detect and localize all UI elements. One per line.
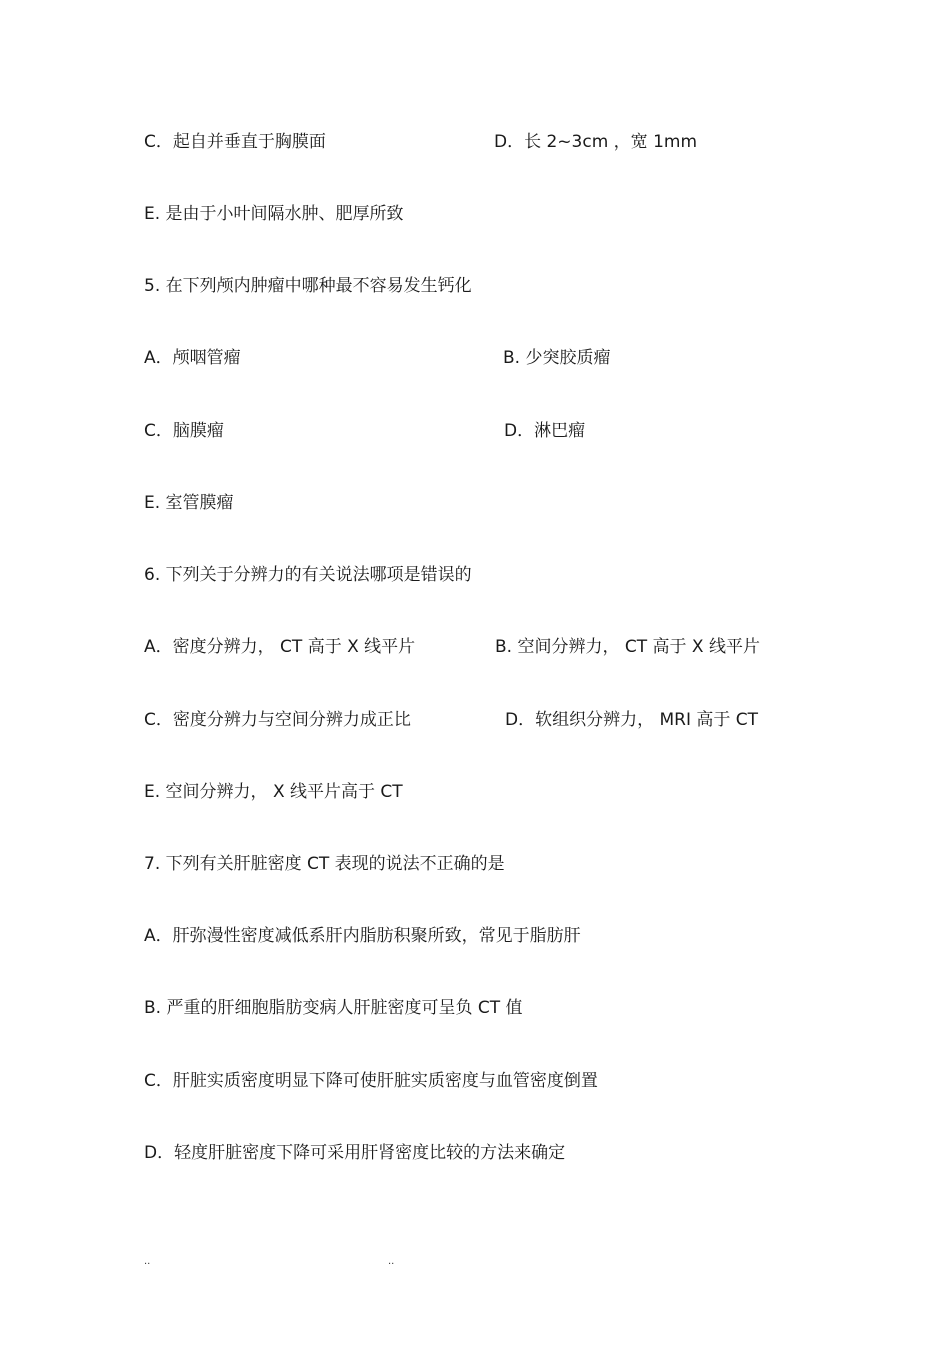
q6-option-b: B. 空间分辨力， CT 高于 X 线平片 <box>495 637 760 657</box>
q7-question: 7. 下列有关肝脏密度 CT 表现的说法不正确的是 <box>144 854 505 874</box>
q5-option-c: C．脑膜瘤 <box>144 421 224 441</box>
q6-question: 6. 下列关于分辨力的有关说法哪项是错误的 <box>144 565 472 585</box>
footer-mark-right: .. <box>388 1256 395 1267</box>
q6-option-e: E. 空间分辨力， X 线平片高于 CT <box>144 782 403 802</box>
q6-option-a: A．密度分辨力， CT 高于 X 线平片 <box>144 637 416 657</box>
q5-option-b: B. 少突胶质瘤 <box>503 348 611 368</box>
q5-question: 5. 在下列颅内肿瘤中哪种最不容易发生钙化 <box>144 276 472 296</box>
q7-option-c: C．肝脏实质密度明显下降可使肝脏实质密度与血管密度倒置 <box>144 1071 598 1091</box>
q5-option-d: D．淋巴瘤 <box>504 421 586 441</box>
q7-option-b: B. 严重的肝细胞脂肪变病人肝脏密度可呈负 CT 值 <box>144 998 523 1018</box>
footer-mark-left: .. <box>144 1256 151 1267</box>
q5-option-e: E. 室管膜瘤 <box>144 493 234 513</box>
q5-option-a: A．颅咽管瘤 <box>144 348 241 368</box>
q7-option-a: A．肝弥漫性密度减低系肝内脂肪积聚所致，常见于脂肪肝 <box>144 926 581 946</box>
q4-option-e: E. 是由于小叶间隔水肿、肥厚所致 <box>144 204 404 224</box>
q6-option-d: D．软组织分辨力， MRI 高于 CT <box>505 710 759 730</box>
q4-option-c: C．起自并垂直于胸膜面 <box>144 132 326 152</box>
q7-option-d: D．轻度肝脏密度下降可采用肝肾密度比较的方法来确定 <box>144 1143 566 1163</box>
q6-option-c: C．密度分辨力与空间分辨力成正比 <box>144 710 411 730</box>
q4-option-d: D．长 2~3cm ，宽 1mm <box>494 132 698 152</box>
